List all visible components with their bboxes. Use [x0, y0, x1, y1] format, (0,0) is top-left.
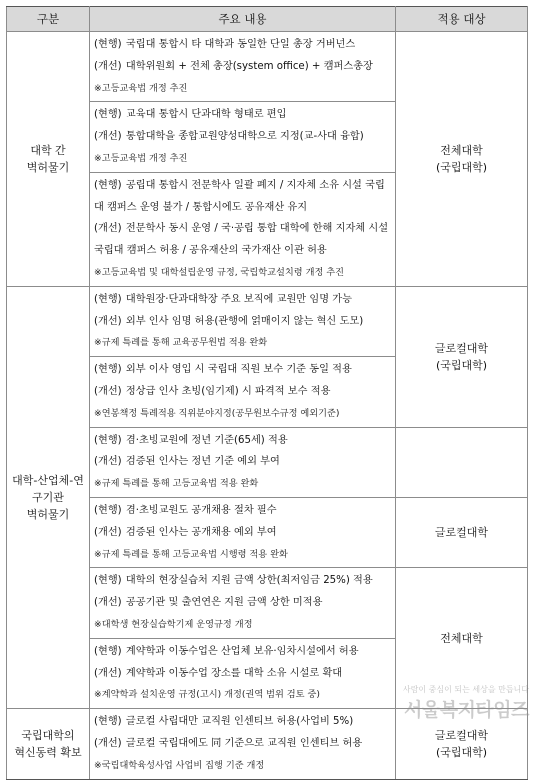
note-line: ※고등교육법 및 대학설립운영 규정, 국립학교설치령 개정 추진 [94, 266, 345, 278]
target-label: (국립대학) [435, 160, 488, 174]
reform-line: (개선) 통합대학을 종합교원양성대학으로 지정(교-사대 융합) [94, 131, 364, 143]
target-label: 글로컬대학 [434, 341, 489, 355]
category-cell [7, 32, 90, 287]
category-label: 국립대학의 [21, 728, 75, 742]
reform-line: (개선) 외부 인사 임명 허용(관행에 얽매이지 않는 혁신 도모) [94, 315, 364, 327]
current-line: (현행) 외부 이사 영입 시 국립대 직원 보수 기준 동일 적용 [94, 364, 352, 376]
note-line: ※규제 특례를 통해 고등교육법 시행령 적용 완화 [94, 548, 288, 560]
note-line: ※대학생 현장실습학기제 운영규정 개정 [94, 618, 253, 630]
content-cell [90, 497, 396, 567]
target-label: 전체대학 [440, 631, 483, 645]
target-label: (국립대학) [435, 745, 488, 759]
table-row [7, 286, 528, 356]
note-line: ※고등교육법 개정 추진 [94, 152, 188, 164]
table-row [7, 32, 528, 102]
reform-line: (개선) 정상급 인사 초빙(임기제) 시 파격적 보수 적용 [94, 385, 331, 397]
current-line: (현행) 공립대 통합시 전문학사 일괄 폐지 / 지자체 소유 시설 국립대 캠퍼스 운영 불가 / 통합시에도 공유재산 유지 [94, 179, 385, 213]
current-line: (현행) 글로컬 사립대만 교직원 인센티브 허용(사업비 5%) [94, 716, 354, 728]
header-category: 구분 [7, 7, 90, 32]
category-label: 벽허물기 [26, 160, 70, 174]
note-line: ※계약학과 설치운영 규정(고시) 개정(권역 범위 검토 중) [94, 689, 320, 701]
content-cell [90, 427, 396, 497]
current-line: (현행) 대학원장·단과대학장 주요 보직에 교원만 임명 가능 [94, 293, 352, 305]
watermark-title: 서울복지타임즈 [404, 699, 529, 721]
content-cell [90, 357, 396, 427]
content-cell [90, 568, 396, 638]
target-label: 글로컬대학 [434, 526, 489, 540]
target-cell [396, 568, 528, 709]
note-line: ※규제 특례를 통해 고등교육법 적용 완화 [94, 478, 259, 490]
current-line: (현행) 대학의 현장실습처 지원 금액 상한(최저임금 25%) 적용 [94, 575, 373, 587]
category-label: 대학-산업체-연 [12, 473, 84, 487]
category-label: 대학 간 [30, 143, 66, 157]
note-line: ※고등교육법 개정 추진 [94, 82, 188, 94]
target-label: 전체대학 [440, 143, 483, 157]
reform-line: (개선) 대학위원회 + 전체 총장(system office) + 캠퍼스총장 [94, 60, 373, 72]
category-label: 벽허물기 [26, 507, 70, 521]
reform-line: (개선) 검증된 인사는 정년 기준 예외 부여 [94, 456, 280, 468]
current-line: (현행) 계약학과 이동수업은 산업체 보유·임차시설에서 허용 [94, 645, 359, 657]
current-line: (현행) 겸·초빙교원도 공개채용 절차 필수 [94, 504, 277, 516]
content-cell [90, 102, 396, 172]
note-line: ※연봉책정 특례적용 직위분야지정(공무원보수규정 예외기준) [94, 407, 340, 419]
category-cell [7, 286, 90, 708]
watermark-subtitle: 사람이 중심이 되는 세상을 만듭니다 [402, 685, 529, 694]
target-cell [396, 286, 528, 427]
table-header-row [7, 7, 528, 32]
content-cell [90, 638, 396, 708]
category-label: 구기관 [32, 490, 64, 504]
table-row [7, 709, 528, 779]
reform-line: (개선) 계약학과 이동수업 장소를 대학 소유 시설로 확대 [94, 667, 343, 679]
header-content: 주요 내용 [90, 7, 396, 32]
reform-line: (개선) 검증된 인사는 공개채용 예외 부여 [94, 526, 277, 538]
content-cell [90, 286, 396, 356]
reform-line: (개선) 공공기관 및 출연연은 지원 금액 상한 미적용 [94, 597, 323, 609]
current-line: (현행) 국립대 통합시 타 대학과 동일한 단일 총장 거버넌스 [94, 39, 356, 50]
note-line: ※국립대학육성사업 사업비 집행 기준 개정 [94, 759, 265, 771]
reform-line: (개선) 글로컬 국립대에도 同 기준으로 교직원 인센티브 허용 [94, 737, 363, 749]
target-cell-empty [396, 427, 528, 497]
target-label: (국립대학) [435, 358, 488, 372]
content-cell [90, 32, 396, 102]
target-cell [396, 32, 528, 287]
content-cell [90, 172, 396, 286]
policy-table [6, 6, 528, 780]
category-cell [7, 709, 90, 779]
reform-line: (개선) 전문학사 동시 운영 / 국·공립 통합 대학에 한해 지자체 시설 국립대 캠퍼스 허용 / 공유재산의 국가재산 이관 허용 [94, 223, 389, 257]
current-line: (현행) 겸·초빙교원에 정년 기준(65세) 적용 [94, 434, 288, 446]
header-target: 적용 대상 [396, 7, 528, 32]
current-line: (현행) 교육대 통합시 단과대학 형태로 편입 [94, 109, 287, 121]
content-cell [90, 709, 396, 779]
target-cell [396, 497, 528, 567]
target-label: 글로컬대학 [434, 728, 489, 742]
category-label: 혁신동력 확보 [14, 745, 82, 759]
note-line: ※규제 특례를 통해 교육공무원법 적용 완화 [94, 337, 268, 349]
target-cell [396, 709, 528, 779]
